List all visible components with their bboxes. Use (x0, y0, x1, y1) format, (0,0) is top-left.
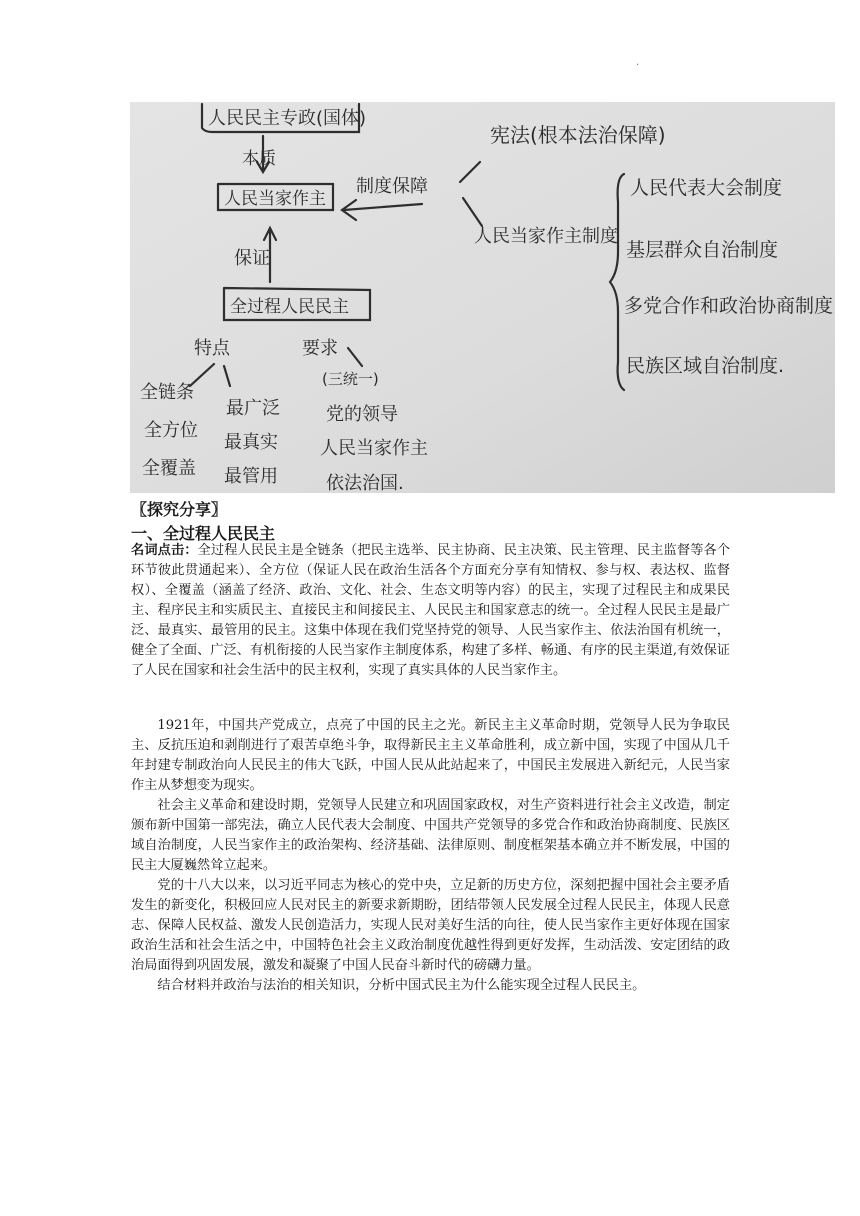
text-requirement-label: 要求 (302, 338, 338, 359)
text-people-master: 人民当家作主 (224, 189, 326, 209)
text-feature-left-1: 全链条 (140, 382, 194, 403)
paragraph-socialist-construction: 社会主义革命和建设时期，党领导人民建立和巩固国家政权，对生产资料进行社会主义改造，制定颁布新中国第一部宪法，确立人民代表大会制度、中国共产党领导的多党合作和政治协商制度、民族区域自治制度，人民当家作主的政治架构、经济基础、法律原则、制度框架基本确立并不断发展，中国的民主大厦巍然耸立起来。 (131, 798, 730, 873)
text-requirement-sub: (三统一) (322, 370, 379, 388)
heading-whole-process-democracy: 一、全过程人民民主 (131, 524, 276, 543)
term-label: 名词点击： (131, 543, 198, 558)
text-requirement-3: 依法治国. (326, 473, 404, 493)
text-constitution: 宪法(根本法治保障) (490, 123, 666, 147)
text-requirement-1: 党的领导 (326, 404, 398, 425)
corner-mark: · (636, 60, 640, 71)
text-whole-process: 全过程人民民主 (230, 297, 349, 317)
text-people-master-system: 人民当家作主制度 (474, 226, 618, 247)
handwritten-diagram-photo (130, 102, 835, 493)
text-system-guarantee: 制度保障 (356, 176, 428, 197)
text-system-2: 基层群众自治制度 (626, 239, 779, 261)
term-definition-paragraph (131, 541, 730, 681)
text-feature-right-3: 最管用 (224, 466, 278, 487)
text-guarantee: 保证 (234, 248, 270, 269)
text-feature-right-2: 最真实 (224, 432, 278, 453)
text-system-1: 人民代表大会制度 (630, 177, 783, 199)
term-text: 全过程人民民主是全链条（把民主选举、民主协商、民主决策、民主管理、民主监督等各个环节彼此贯通起来）、全方位（保证人民在政治生活各个方面充分享有知情权、参与权、表达权、监督权）、全覆盖（涵盖了经济、政治、文化、社会、生态文明等内容）的民主，实现了过程民主和成果民主、程序民主和实质民主、直接民主和间接民主、人民民主和国家意志的统一。全过程人民民主是最广泛、最真实、最管用的民主。这集中体现在我们党坚持党的领导、人民当家作主、依法治国有机统一，健全了全面、广泛、有机衔接的人民当家作主制度体系，构建了多样、畅通、有序的民主渠道,有效保证了人民在国家和社会生活中的民主权利，实现了真实具体的人民当家作主。 (131, 543, 731, 678)
paragraph-eighteenth-congress: 党的十八大以来，以习近平同志为核心的党中央，立足新的历史方位，深刻把握中国社会主要矛盾发生的新变化，积极回应人民对民主的新要求新期盼，团结带领人民发展全过程人民民主，体现人民意志、保障人民权益、激发人民创造活力，实现人民对美好生活的向往，使人民当家作主更好体现在国家政治生活和社会生活之中，中国特色社会主义政治制度优越性得到更好发挥，生动活泼、安定团结的政治局面得到巩固发展，激发和凝聚了中国人民奋斗新时代的磅礴力量。 (131, 878, 730, 973)
text-feature-right-1: 最广泛 (226, 398, 280, 419)
text-system-4: 民族区域自治制度. (626, 355, 785, 377)
text-feature-left-3: 全覆盖 (142, 458, 196, 479)
text-features-label: 特点 (194, 338, 230, 359)
question-prompt: 结合材料并政治与法治的相关知识，分析中国式民主为什么能实现全过程人民民主。 (157, 978, 646, 993)
text-feature-left-2: 全方位 (144, 420, 198, 441)
section-title: 〖探究分享〗 (131, 500, 228, 519)
text-requirement-2: 人民当家作主 (320, 438, 428, 459)
text-essence: 本质 (242, 149, 276, 169)
text-system-3: 多党合作和政治协商制度 (624, 295, 834, 317)
material-paragraphs (131, 716, 730, 996)
paragraph-1921: 1921年，中国共产党成立，点亮了中国的民主之光。新民主主义革命时期，党领导人民为争取民主、反抗压迫和剥削进行了艰苦卓绝斗争，取得新民主主义革命胜利，成立新中国，实现了中国从几千年封建专制政治向人民民主的伟大飞跃，中国人民从此站起来了，中国民主发展进入新纪元，人民当家作主从梦想变为现实。 (131, 718, 730, 793)
text-state-system: 人民民主专政(国体) (208, 108, 367, 129)
